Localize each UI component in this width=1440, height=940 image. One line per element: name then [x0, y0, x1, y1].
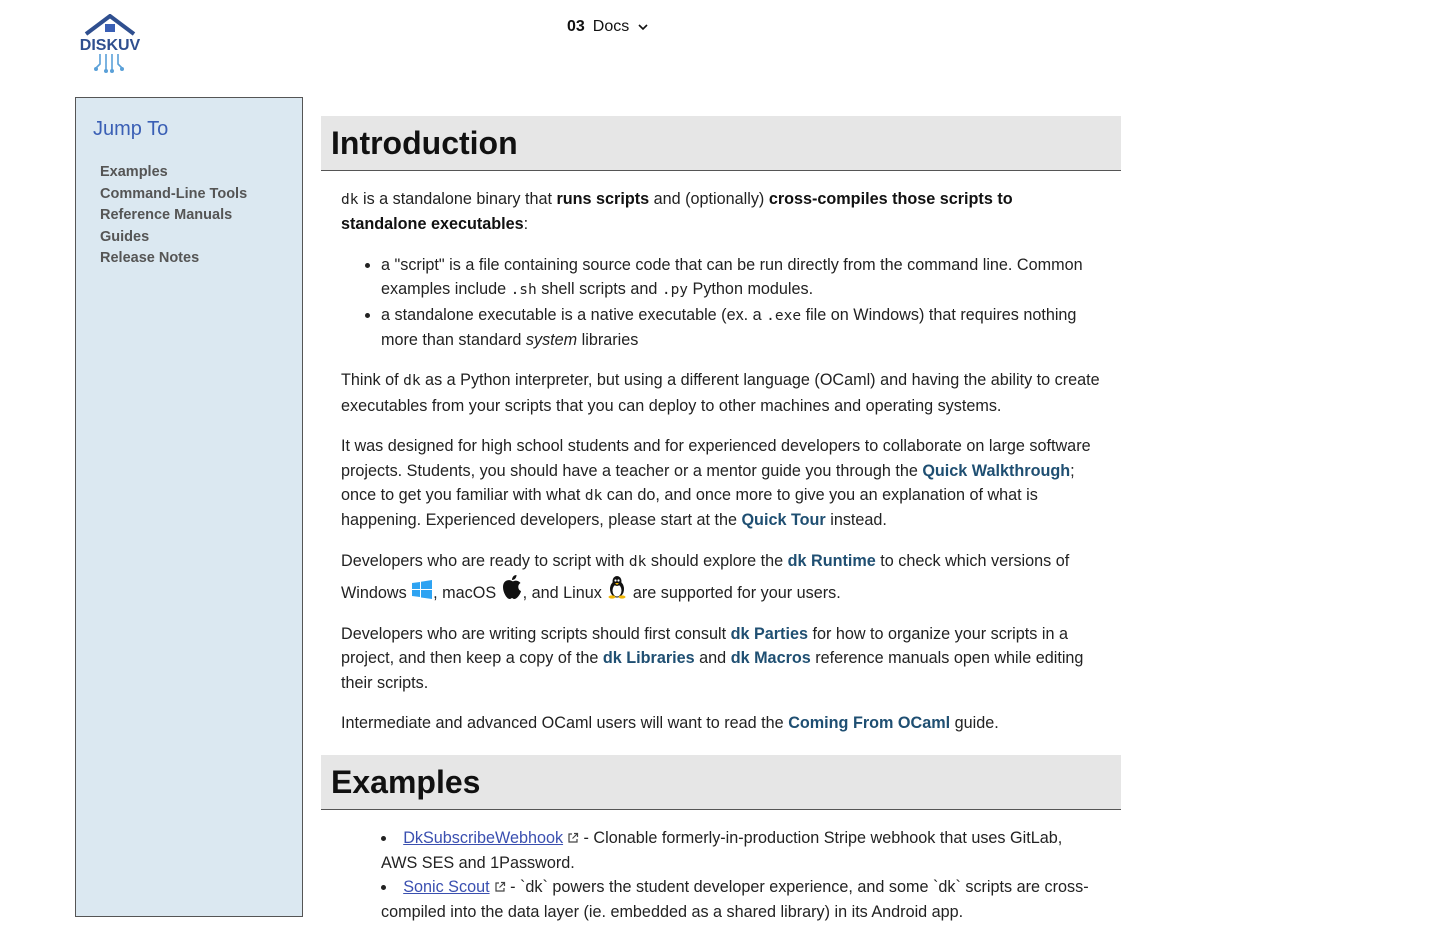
examples-section-header: [321, 755, 1121, 810]
linux-tux-icon: [606, 575, 628, 599]
intro-paragraph-2: Think of dk as a Python interpreter, but using a different language (OCaml) and having the ability to create executables from your scripts that you can deploy to other machines and operating systems.: [341, 371, 1100, 415]
quick-walkthrough-link[interactable]: Quick Walkthrough: [922, 461, 1071, 480]
sidebar-item-reference-manuals[interactable]: Reference Manuals: [100, 207, 233, 223]
dk-parties-link[interactable]: dk Parties: [730, 624, 808, 643]
apple-icon: [501, 574, 523, 600]
external-link-icon: [567, 832, 579, 844]
coming-from-ocaml-link[interactable]: Coming From OCaml: [788, 713, 951, 732]
list-item: • Sonic Scout - `dk` powers the student developer experience, and some `dk` scripts are cross-compiled into the data layer (ie. embedded as a shared library) in its Android app.: [381, 875, 1101, 924]
intro-paragraph-5: Developers who are writing scripts should first consult dk Parties for how to organize your scripts in a project, and then keep a copy of the dk Libraries and dk Macros reference manuals open while editing their scripts.: [341, 624, 1084, 692]
jump-to-sidebar: [75, 97, 303, 917]
dksubscribewebhook-link[interactable]: DkSubscribeWebhook: [403, 829, 564, 848]
sidebar-item-release-notes[interactable]: Release Notes: [100, 250, 200, 266]
quick-tour-link[interactable]: Quick Tour: [741, 511, 826, 530]
diskuv-logo[interactable]: [74, 14, 146, 74]
intro-paragraph-4: Developers who are ready to script with dk should explore the dk Runtime to check which versions of Windows , macOS , and Linux are supported for your users.: [341, 551, 1070, 603]
examples-list: [341, 826, 1101, 924]
definition-list: [341, 253, 1101, 353]
intro-paragraph-1: dk is a standalone binary that runs scripts and (optionally) cross-compiles those scripts to standalone executables:: [341, 190, 1013, 234]
sidebar-title: Jump To: [93, 118, 169, 140]
nav-label: Docs: [592, 18, 630, 35]
logo-text: DISKUV: [79, 37, 141, 54]
introduction-section-header: [321, 116, 1121, 171]
dk-libraries-link[interactable]: dk Libraries: [602, 649, 695, 668]
introduction-heading: Introduction: [331, 125, 518, 161]
list-item: • a standalone executable is a native executable (ex. a .exe file on Windows) that requires nothing more than standard system libraries: [381, 303, 1101, 353]
sonic-scout-link[interactable]: Sonic Scout: [403, 878, 490, 897]
external-link-icon: [494, 881, 506, 893]
docs-menu[interactable]: [567, 18, 649, 36]
dk-runtime-link[interactable]: dk Runtime: [787, 551, 876, 570]
nav-number: 03: [567, 18, 585, 35]
main-content: [321, 116, 1121, 940]
chevron-down-icon: [637, 21, 649, 33]
intro-paragraph-6: Intermediate and advanced OCaml users will want to read the Coming From OCaml guide.: [341, 713, 999, 732]
list-item: • DkSubscribeWebhook - Clonable formerly-in-production Stripe webhook that uses GitLab, AWS SES and 1Password.: [381, 826, 1101, 875]
sidebar-item-command-line-tools[interactable]: Command-Line Tools: [100, 185, 248, 202]
sidebar-item-guides[interactable]: Guides: [100, 228, 150, 245]
windows-icon: [411, 579, 433, 601]
examples-heading: Examples: [331, 764, 481, 801]
sidebar-item-examples[interactable]: Examples: [100, 164, 168, 180]
list-item: • a "script" is a file containing source code that can be run directly from the command line. Common examples include .sh shell scripts and .py Python modules.: [381, 253, 1101, 303]
dk-macros-link[interactable]: dk Macros: [730, 649, 811, 668]
intro-paragraph-3: It was designed for high school students and for experienced developers to collaborate on large software projects. Students, you should have a teacher or a mentor guide you through the Quick Walkthrough; once to get you familiar with what dk can do, and once more to give you an explanation of what is happening. Experienced developers, please start at the Quick Tour instead.: [341, 437, 1091, 530]
